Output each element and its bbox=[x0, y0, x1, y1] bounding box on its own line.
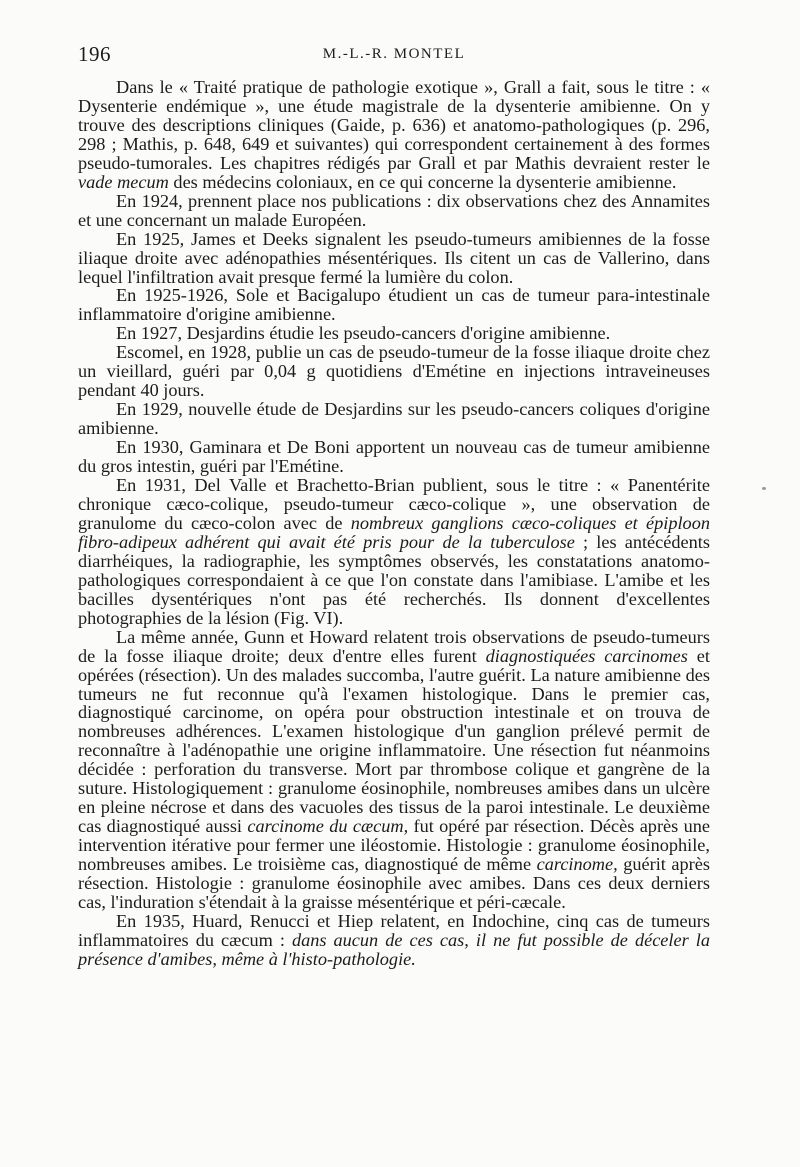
paragraph bbox=[78, 230, 710, 287]
text-run: La même année, Gunn et Howard relatent trois observations de pseudo-tumeurs de la fosse iliaque droite; deux d'entre elles furent bbox=[78, 626, 710, 666]
paragraph bbox=[78, 286, 710, 324]
italic-text: vade mecum bbox=[78, 171, 169, 192]
text-run: Dans le « Traité pratique de pathologie exotique », Grall a fait, sous le titre : « Dysenterie endémique », une étude magistrale de la dysenterie amibienne. On y trouve des descriptions cliniques (Gaide, p. 636) et anatomo-pathologiques (p. 296, 298 ; Mathis, p. 648, 649 et suivantes) qui correspondent certainement à des formes pseudo-tumorales. Les chapitres rédigés par Grall et par Mathis devraient rester le bbox=[78, 77, 710, 173]
text-run: guérit après résection. Histologie : granulome éosinophile avec amibes. Dans ces deux derniers cas, l'induration s'étendait à la graisse mésentérique et péri-cæcale. bbox=[78, 854, 710, 912]
paragraph bbox=[78, 78, 710, 192]
text-run: ; les antécédents diarrhéiques, la radiographie, les symptômes observés, les constatations anatomo-pathologiques correspondaient à ce que l'on constate dans l'amibiase. L'amibe et les bacilles dysentériques n'ont pas été recherchés. Ils donnent d'excellentes photographies de la lésion (Fig. VI). bbox=[78, 531, 710, 628]
paragraph bbox=[78, 476, 710, 628]
text-run: fut opéré par résection. Décès après une intervention itérative pour fermer une iléostomie. Histologie : granulome éosinophile, nombreuses amibes. Le troisième cas, diagnostiqué de même bbox=[78, 816, 711, 875]
running-head: M.-L.-R. MONTEL bbox=[322, 46, 466, 62]
paragraph bbox=[78, 400, 710, 438]
text-run: des médecins coloniaux, en ce qui concerne la dysenterie amibienne. bbox=[168, 171, 677, 192]
text-run: En 1929, nouvelle étude de Desjardins sur les pseudo-cancers coliques d'origine amibienne. bbox=[78, 399, 710, 439]
text-run: En 1925-1926, Sole et Bacigalupo étudient un cas de tumeur para-intestinale inflammatoire d'origine amibienne. bbox=[78, 285, 710, 325]
paragraph bbox=[78, 324, 710, 343]
text-run: En 1930, Gaminara et De Boni apportent un nouveau cas de tumeur amibienne du gros intestin, guéri par l'Emétine. bbox=[78, 437, 710, 477]
text-run: Escomel, en 1928, publie un cas de pseudo-tumeur de la fosse iliaque droite chez un vieillard, guéri par 0,04 g quotidiens d'Emétine en injections intraveineuses pendant 40 jours. bbox=[78, 342, 710, 401]
italic-text: dans aucun de ces cas, il ne fut possible de déceler la présence d'amibes, même à l'histo-pathologie. bbox=[78, 929, 710, 969]
margin-speck bbox=[762, 487, 766, 490]
italic-text: carcinome du cæcum, bbox=[247, 816, 409, 837]
italic-text: diagnostiquées carcinomes bbox=[485, 645, 688, 666]
paragraph bbox=[78, 343, 710, 400]
paragraph bbox=[78, 628, 710, 912]
body-text bbox=[78, 78, 710, 969]
italic-text: nombreux ganglions cæco-coliques et épiploon fibro-adipeux adhérent qui avait été pris pour de la tuberculose bbox=[78, 512, 710, 552]
paragraph bbox=[78, 912, 710, 969]
text-run: En 1935, Huard, Renucci et Hiep relatent, en Indochine, cinq cas de tumeurs inflammatoires du cæcum : bbox=[78, 910, 710, 950]
paragraph bbox=[78, 438, 710, 476]
text-run: En 1931, Del Valle et Brachetto-Brian publient, sous le titre : « Panentérite chronique cæco-colique, pseudo-tumeur cæco-colique », une observation de granulome du cæco-colon avec de bbox=[78, 475, 710, 533]
text-run: En 1927, Desjardins étudie les pseudo-cancers d'origine amibienne. bbox=[116, 323, 611, 344]
text-run: En 1924, prennent place nos publications : dix observations chez des Annamites et une concernant un malade Européen. bbox=[78, 190, 710, 230]
text-run: En 1925, James et Deeks signalent les pseudo-tumeurs amibiennes de la fosse iliaque droite avec adénopathies mésentériques. Ils citent un cas de Vallerino, dans lequel l'infiltration avait presque fermé la lumière du colon. bbox=[78, 228, 710, 287]
paragraph bbox=[78, 192, 710, 230]
page-number: 196 bbox=[78, 42, 111, 66]
italic-text: carcinome, bbox=[536, 854, 618, 875]
text-run: et opérées (résection). Un des malades succomba, l'autre guérit. La nature amibienne des tumeurs ne fut reconnue qu'à l'examen histologique. Dans le premier cas, diagnostiqué carcinome, on opéra pour obstruction intestinale et on trouva de nombreuses adhérences. L'examen histologique d'un ganglion prélevé permit de reconnaître à l'adénopathie une origine inflammatoire. Une résection fut néanmoins décidée : perforation du transverse. Mort par thrombose colique et gangrène de la suture. Histologiquement : granulome éosinophile, nombreuses amibes dans un ulcère en pleine nécrose et dans des vacuoles des tissus de la paroi intestinale. Le deuxième cas diagnostiqué aussi bbox=[78, 645, 710, 837]
page-header bbox=[78, 36, 710, 78]
